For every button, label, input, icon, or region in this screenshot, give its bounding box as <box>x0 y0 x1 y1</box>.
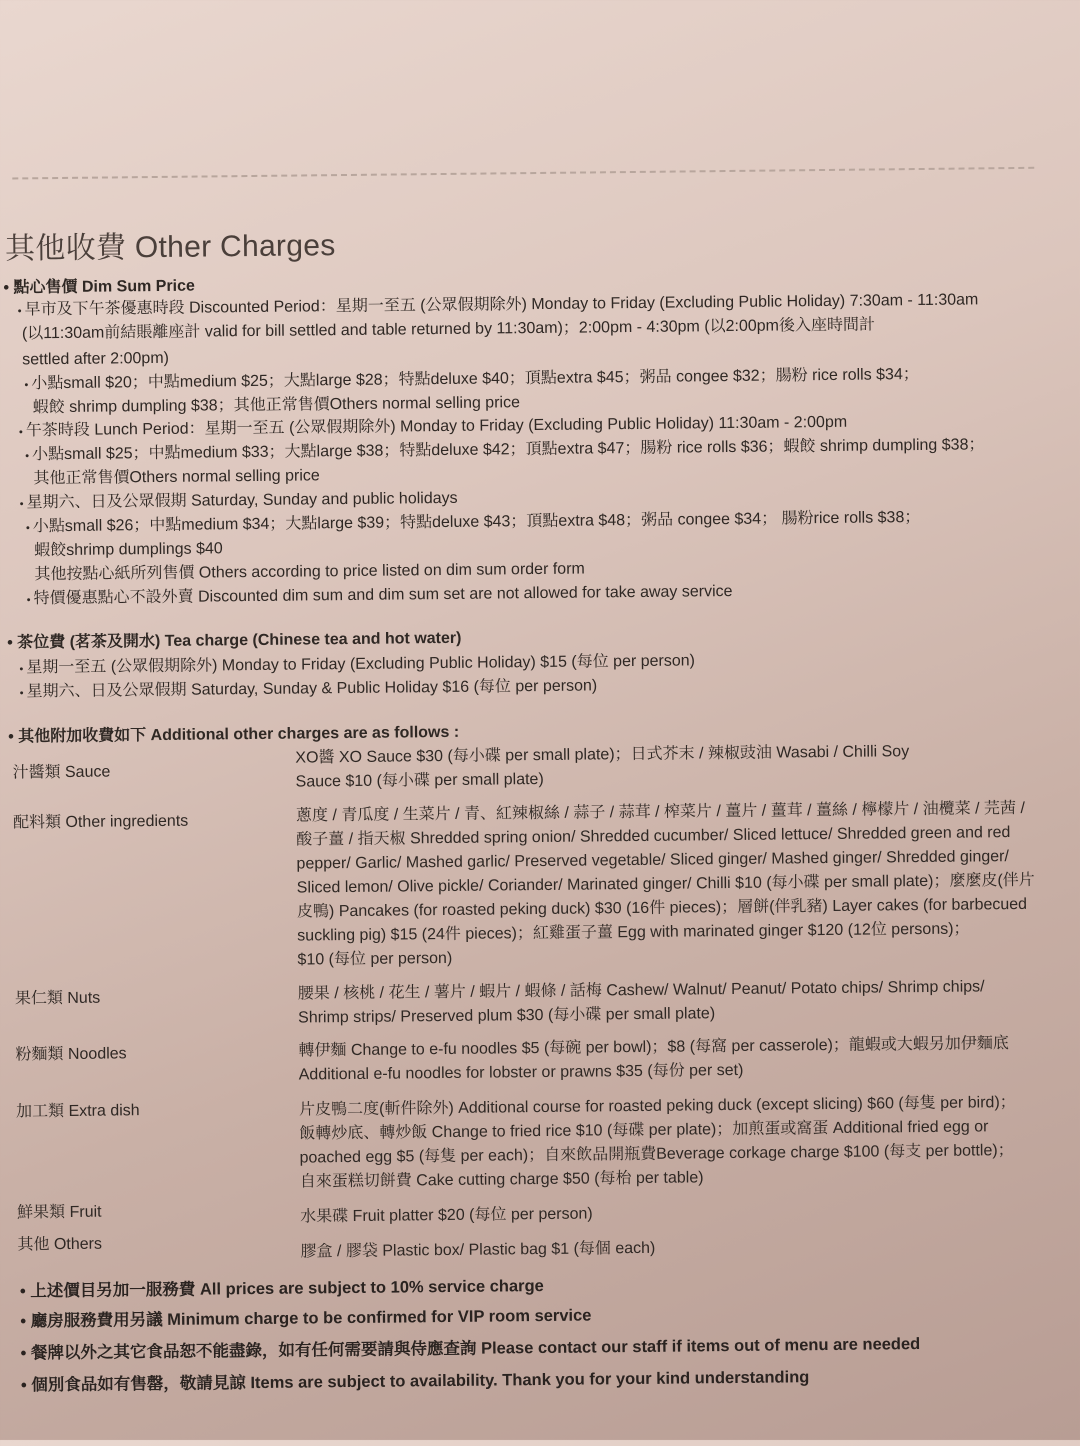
additional-heading: • 其他附加收費如下 Additional other charges are as follows : <box>8 723 459 748</box>
vip-room-note: • 廳房服務費用另議 Minimum charge to be confirmed for VIP room service <box>20 1305 591 1331</box>
description-line: 膠盒 / 膠袋 Plastic box/ Plastic bag $1 (每個 each) <box>300 1239 656 1261</box>
discount-period-line: • 早市及下午茶優惠時段 Discounted Period：星期一至五 (公眾假期除外) Monday to Friday (Excluding Public Holiday) 7:30am - 11:30am <box>18 290 979 321</box>
category-extra-dish: 加工類 Extra dish <box>15 1102 140 1121</box>
nuts-description <box>298 974 1073 1030</box>
dim-sum-heading: • 點心售價 Dim Sum Price <box>3 277 195 299</box>
discount-price-line: • 小點small $20；中點medium $25；大點large $28；特點deluxe $40；頂點extra $45；粥品 congee $32；腸粉 rice rolls $34； <box>24 365 919 395</box>
description-line: Additional e-fu noodles for lobster or prawns $35 (每份 per set) <box>298 1061 744 1084</box>
others-description <box>300 1232 1075 1264</box>
weekend-price-line-2: 蝦餃shrimp dumplings $40 <box>34 540 223 560</box>
discount-price-line-2: 蝦餃 shrimp dumpling $38；其他正常售價Others normal selling price <box>32 394 521 417</box>
description-line: 飯轉炒底、轉炒飯 Change to fried rice $10 (每碟 per plate)；加煎蛋或窩蛋 Additional fried egg or <box>299 1118 989 1143</box>
category-ingredients: 配料類 Other ingredients <box>12 812 189 832</box>
description-line: XO醬 XO Sauce $30 (每小碟 per small plate)；日式芥末 / 辣椒豉油 Wasabi / Chilli Soy <box>295 743 910 767</box>
discount-period-line-3: settled after 2:00pm) <box>22 349 170 369</box>
noodles-description <box>298 1031 1073 1087</box>
description-line: 轉伊麵 Change to e-fu noodles $5 (每碗 per bowl)；$8 (每窩 per casserole)；龍蝦或大蝦另加伊麵底 <box>298 1035 1009 1060</box>
description-line: 片皮鴨二度(斬件除外) Additional course for roasted peking duck (except slicing) $60 (每隻 per bird)； <box>298 1094 1016 1119</box>
tea-weekend: • 星期六、日及公眾假期 Saturday, Sunday & Public Holiday $16 (每位 per person) <box>20 676 598 703</box>
description-line: 腰果 / 核桃 / 花生 / 薯片 / 蝦片 / 蝦條 / 話梅 Cashew/ Walnut/ Peanut/ Potato chips/ Shrimp chips/ <box>297 978 985 1003</box>
description-line: poached egg $5 (每隻 per each)；自來飲品開瓶費Beverage corkage charge $100 (每支 per bottle)； <box>299 1142 1014 1167</box>
description-line: 酸子薑 / 指天椒 Shredded spring onion/ Shredded cucumber/ Sliced lettuce/ Shredded green and red <box>296 824 1011 849</box>
fruit-description <box>300 1197 1075 1229</box>
takeaway-note: • 特價優惠點心不設外賣 Discounted dim sum and dim sum set are not allowed for take away service <box>27 582 733 610</box>
ingredients-description <box>296 796 1073 972</box>
page-title: 其他收費 Other Charges <box>4 229 336 266</box>
category-noodles: 粉麵類 Noodles <box>15 1045 127 1064</box>
description-line: Sliced lemon/ Olive pickle/ Coriander/ Marinated ginger/ Chilli $10 (每小碟 per small plate)；麼麼皮(伴片 <box>296 871 1035 897</box>
divider-dashed <box>12 167 1034 180</box>
sauce-description <box>295 738 1070 794</box>
category-others: 其他 Others <box>17 1235 103 1254</box>
discount-period-line-2: (以11:30am前結賬離座計 valid for bill settled and table returned by 11:30am)；2:00pm - 4:30pm (以2:00pm後入座時間計 <box>21 316 876 343</box>
tea-heading: • 茶位費 (茗茶及開水) Tea charge (Chinese tea and hot water) <box>7 629 461 654</box>
description-line: 自來蛋糕切餅費 Cake cutting charge $50 (每枱 per table) <box>299 1169 704 1191</box>
category-sauce: 汁醬類 Sauce <box>12 763 111 782</box>
weekend-line: • 星期六、日及公眾假期 Saturday, Sunday and public holidays <box>20 489 458 515</box>
category-nuts: 果仁類 Nuts <box>14 989 101 1008</box>
lunch-price-line-2: 其他正常售價Others normal selling price <box>33 467 320 488</box>
weekend-price-line: • 小點small $26；中點medium $34；大點large $39；特點deluxe $43；頂點extra $48；粥品 congee $34； 腸粉rice rolls $38； <box>26 508 921 538</box>
extra-dish-description <box>299 1090 1075 1194</box>
description-line: 水果碟 Fruit platter $20 (每位 per person) <box>300 1205 593 1226</box>
lunch-period-line: • 午茶時段 Lunch Period：星期一至五 (公眾假期除外) Monday to Friday (Excluding Public Holiday) 11:30am - 2:00pm <box>19 413 847 443</box>
tea-weekday: • 星期一至五 (公眾假期除外) Monday to Friday (Excluding Public Holiday) $15 (每位 per person) <box>19 651 695 679</box>
lunch-price-line: • 小點small $25；中點medium $33；大點large $38；特點deluxe $42；頂點extra $47；腸粉 rice rolls $36；蝦餃 shrimp dumpling $38； <box>25 435 984 466</box>
weekend-price-line-3: 其他按點心紙所列售價 Others according to price listed on dim sum order form <box>34 560 585 584</box>
description-line: 皮鴨) Pancakes (for roasted peking duck) $30 (16件 pieces)；層餅(伴乳豬) Layer cakes (for barbecued <box>296 895 1028 921</box>
category-fruit: 鮮果類 Fruit <box>17 1203 102 1222</box>
contact-staff-note: • 餐牌以外之其它食品恕不能盡錄，如有任何需要請與侍應查詢 Please contact our staff if items out of menu are needed <box>21 1334 921 1363</box>
description-line: 蔥度 / 青瓜度 / 生菜片 / 青、紅辣椒絲 / 蒜子 / 蒜茸 / 榨菜片 / 薑片 / 薑茸 / 薑絲 / 檸檬片 / 油欖菜 / 芫茜 / <box>295 799 1025 825</box>
description-line: Sauce $10 (每小碟 per small plate) <box>295 770 544 791</box>
description-line: suckling pig) $15 (24件 pieces)；紅雞蛋子薑 Egg with marinated ginger $120 (12位 persons)； <box>297 920 970 945</box>
description-line: pepper/ Garlic/ Mashed garlic/ Preserved vegetable/ Sliced ginger/ Mashed ginger/ Shredded ginger/ <box>296 848 1009 873</box>
service-charge-note: • 上述價目另加一服務費 All prices are subject to 10% service charge <box>20 1276 544 1301</box>
description-line: $10 (每位 per person) <box>297 949 453 969</box>
description-line: Shrimp strips/ Preserved plum $30 (每小碟 per small plate) <box>298 1005 716 1027</box>
availability-note: • 個別食品如有售罄，敬請見諒 Items are subject to availability. Thank you for your kind understanding <box>21 1367 810 1395</box>
